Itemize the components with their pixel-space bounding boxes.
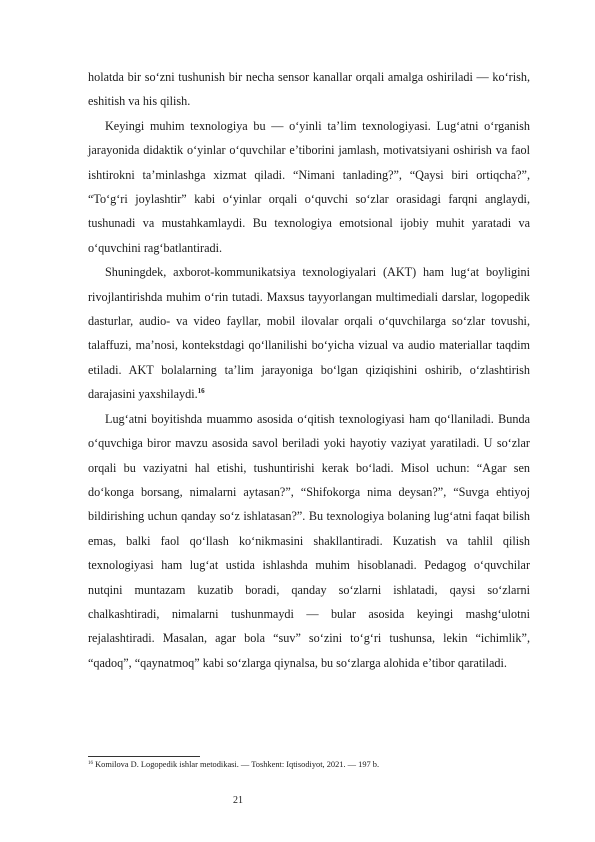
body-text xyxy=(88,65,530,675)
footnote-number: 16 xyxy=(88,761,93,766)
paragraph-ict-technology xyxy=(88,260,530,406)
paragraph-problem-based-learning: Lug‘atni boyitishda muammo asosida o‘qitish texnologiyasi ham qo‘llaniladi. Bunda o‘quvchiga biror mavzu asosida savol beriladi yoki hayotiy vaziyat yaratiladi. U so‘zlar orqali bu vaziyatni hal etishi, tushuntirishi kerak bo‘ladi. Misol uchun: “Agar sen do‘konga borsang, nimalarni aytasan?”, “Shifokorga nima deysan?”, “Suvga ehtiyoj bildirishing uchun qanday so‘z ishlatasan?”. Bu texnologiya bolaning lug‘atni faqat bilish emas, balki faol qo‘llash ko‘nikmasini shakllantiradi. Kuzatish va tahlil qilish texnologiyasi ham lug‘at ustida ishlashda muhim hisoblanadi. Pedagog o‘quvchilar nutqini muntazam kuzatib boradi, qanday so‘zlarni ishlatadi, qaysi so‘zlarni chalkashtiradi, nimalarni tushunmaydi — bular asosida keyingi mashg‘ulotni rejalashtiradi. Masalan, agar bola “suv” so‘zini to‘g‘ri tushunsa, lekin “ichimlik”, “qadoq”, “qaynatmoq” kabi so‘zlarga qiynalsa, bu so‘zlarga alohida e’tibor qaratiladi. xyxy=(88,411,530,670)
footnote-divider xyxy=(88,756,200,757)
paragraph-game-technology: Keyingi muhim texnologiya bu — o‘yinli ta’lim texnologiyasi. Lug‘atni o‘rganish jarayonida didaktik o‘yinlar o‘quvchilar e’tiborini jamlash, motivatsiyani oshirish va faol ishtirokni ta’minlashga xizmat qiladi. “Nimani tanlading?”, “Qaysi biri ortiqcha?”, “To‘g‘ri joylashtir” kabi o‘yinlar orqali o‘quvchi so‘zlar orasidagi farqni anglaydi, tushunadi va mustahkamlaydi. Bu texnologiya emotsional ijobiy muhit yaratadi va o‘quvchini rag‘batlantiradi. xyxy=(88,118,530,255)
footnote-reference[interactable]: 16 xyxy=(197,387,205,396)
footnote-text: Komilova D. Logopedik ishlar metodikasi. — Toshkent: Iqtisodiyot, 2021. — 197 b. xyxy=(95,760,380,769)
paragraph-continuation: holatda bir so‘zni tushunish bir necha sensor kanallar orqali amalga oshiriladi — ko‘rish, eshitish va his qilish. xyxy=(88,70,530,109)
paragraph-ict-text: Shuningdek, axborot-kommunikatsiya texnologiyalari (AKT) ham lug‘at boyligini rivojlantirishda muhim o‘rin tutadi. Maxsus tayyorlangan multimediali darslar, logopedik dasturlar, audio- va video fayllar, mobil ilovalar orqali o‘quvchilarga so‘zlar tovushi, talaffuzi, ma’nosi, kontekstdagi qo‘llanilishi bo‘yicha vizual va audio materiallar taqdim etiladi. AKT bolalarning ta’lim jarayoniga bo‘lgan qiziqishini oshirib, o‘zlashtirish darajasini yaxshilaydi. xyxy=(88,265,530,402)
page-number: 21 xyxy=(233,795,243,806)
footnote xyxy=(88,759,538,770)
